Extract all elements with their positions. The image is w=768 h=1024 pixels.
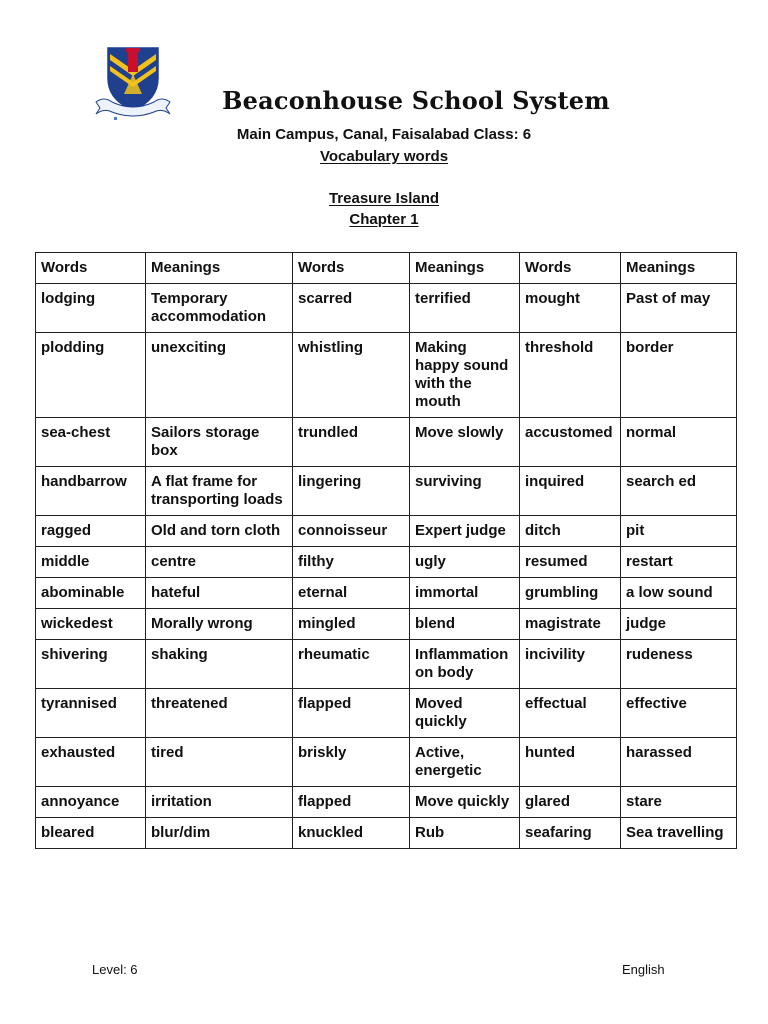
meaning-cell: harassed [621, 738, 737, 787]
meaning-cell: Expert judge [410, 516, 520, 547]
table-row [36, 418, 737, 467]
word-cell: hunted [520, 738, 621, 787]
word-cell: sea-chest [36, 418, 146, 467]
word-cell: middle [36, 547, 146, 578]
meaning-cell: threatened [146, 689, 293, 738]
header-cell: Words [36, 253, 146, 284]
meaning-cell: irritation [146, 787, 293, 818]
word-cell: shivering [36, 640, 146, 689]
word-cell: flapped [293, 787, 410, 818]
word-cell: incivility [520, 640, 621, 689]
meaning-cell: Making happy sound with the mouth [410, 333, 520, 418]
footer-level: Level: 6 [92, 962, 138, 977]
meaning-cell: Inflammation on body [410, 640, 520, 689]
word-cell: ditch [520, 516, 621, 547]
word-cell: mingled [293, 609, 410, 640]
word-cell: connoisseur [293, 516, 410, 547]
table-row [36, 578, 737, 609]
word-cell: filthy [293, 547, 410, 578]
word-cell: lodging [36, 284, 146, 333]
word-cell: seafaring [520, 818, 621, 849]
word-cell: glared [520, 787, 621, 818]
table-row [36, 333, 737, 418]
word-cell: flapped [293, 689, 410, 738]
word-cell: resumed [520, 547, 621, 578]
meaning-cell: terrified [410, 284, 520, 333]
meaning-cell: Rub [410, 818, 520, 849]
meaning-cell: border [621, 333, 737, 418]
meaning-cell: stare [621, 787, 737, 818]
table-row [36, 467, 737, 516]
header-cell: Meanings [621, 253, 737, 284]
meaning-cell: pit [621, 516, 737, 547]
meaning-cell: tired [146, 738, 293, 787]
header-cell: Words [293, 253, 410, 284]
meaning-cell: Active, energetic [410, 738, 520, 787]
word-cell: briskly [293, 738, 410, 787]
header-cell: Meanings [146, 253, 293, 284]
word-cell: abominable [36, 578, 146, 609]
chapter-title: Chapter 1 [349, 211, 419, 228]
table-row [36, 547, 737, 578]
meaning-cell: Past of may [621, 284, 737, 333]
word-cell: scarred [293, 284, 410, 333]
table-row [36, 689, 737, 738]
meaning-cell: Morally wrong [146, 609, 293, 640]
table-row [36, 640, 737, 689]
meaning-cell: search ed [621, 467, 737, 516]
meaning-cell: a low sound [621, 578, 737, 609]
meaning-cell: judge [621, 609, 737, 640]
word-cell: plodding [36, 333, 146, 418]
word-cell: whistling [293, 333, 410, 418]
meaning-cell: immortal [410, 578, 520, 609]
table-row [36, 284, 737, 333]
document-subtitle: Vocabulary words [319, 148, 449, 165]
word-cell: ragged [36, 516, 146, 547]
table-row [36, 787, 737, 818]
word-cell: wickedest [36, 609, 146, 640]
table-row [36, 818, 737, 849]
meaning-cell: Move quickly [410, 787, 520, 818]
header-cell: Meanings [410, 253, 520, 284]
word-cell: tyrannised [36, 689, 146, 738]
meaning-cell: Move slowly [410, 418, 520, 467]
word-cell: accustomed [520, 418, 621, 467]
word-cell: annoyance [36, 787, 146, 818]
header-cell: Words [520, 253, 621, 284]
vocabulary-table [35, 252, 737, 849]
table-row [36, 609, 737, 640]
word-cell: mought [520, 284, 621, 333]
meaning-cell: shaking [146, 640, 293, 689]
meaning-cell: Sailors storage box [146, 418, 293, 467]
meaning-cell: Old and torn cloth [146, 516, 293, 547]
word-cell: threshold [520, 333, 621, 418]
footer-subject: English [622, 962, 665, 977]
word-cell: bleared [36, 818, 146, 849]
word-cell: knuckled [293, 818, 410, 849]
meaning-cell: A flat frame for transporting loads [146, 467, 293, 516]
meaning-cell: rudeness [621, 640, 737, 689]
word-cell: effectual [520, 689, 621, 738]
meaning-cell: centre [146, 547, 293, 578]
word-cell: exhausted [36, 738, 146, 787]
word-cell: trundled [293, 418, 410, 467]
campus-line: Main Campus, Canal, Faisalabad Class: 6 [236, 126, 532, 143]
meaning-cell: normal [621, 418, 737, 467]
school-name: Beaconhouse School System [222, 86, 610, 115]
meaning-cell: ugly [410, 547, 520, 578]
word-cell: eternal [293, 578, 410, 609]
word-cell: handbarrow [36, 467, 146, 516]
book-title: Treasure Island [328, 190, 440, 207]
meaning-cell: surviving [410, 467, 520, 516]
meaning-cell: unexciting [146, 333, 293, 418]
meaning-cell: effective [621, 689, 737, 738]
meaning-cell: Sea travelling [621, 818, 737, 849]
word-cell: magistrate [520, 609, 621, 640]
table-header-row [36, 253, 737, 284]
table-row [36, 516, 737, 547]
word-cell: inquired [520, 467, 621, 516]
table-row [36, 738, 737, 787]
meaning-cell: Temporary accommodation [146, 284, 293, 333]
word-cell: lingering [293, 467, 410, 516]
table-body [36, 284, 737, 849]
word-cell: grumbling [520, 578, 621, 609]
word-cell: rheumatic [293, 640, 410, 689]
meaning-cell: restart [621, 547, 737, 578]
meaning-cell: blur/dim [146, 818, 293, 849]
meaning-cell: hateful [146, 578, 293, 609]
meaning-cell: blend [410, 609, 520, 640]
meaning-cell: Moved quickly [410, 689, 520, 738]
